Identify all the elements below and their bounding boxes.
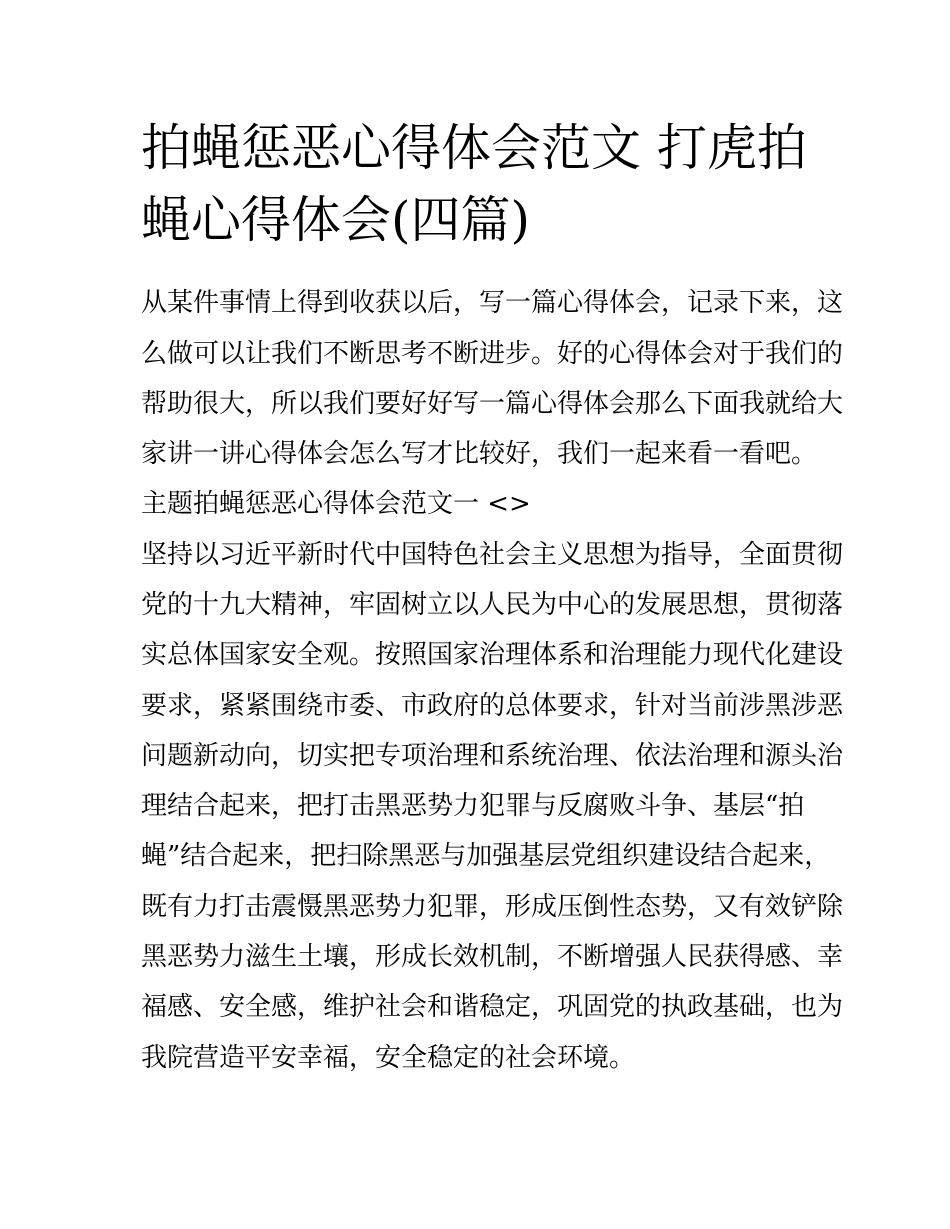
intro-line: 么做可以让我们不断思考不断进步。好的心得体会对于我们的 xyxy=(141,339,844,369)
paragraph-line: 实总体国家安全观。按照国家治理体系和治理能力现代化建设 xyxy=(141,640,844,670)
intro-line: 家讲一讲心得体会怎么写才比较好，我们一起来看一看吧。 xyxy=(141,439,818,469)
paragraph-line: 蝇”结合起来，把扫除黑恶与加强基层党组织建设结合起来， xyxy=(141,841,831,871)
paragraph-line: 既有力打击震慑黑恶势力犯罪，形成压倒性态势，又有效铲除 xyxy=(141,892,844,922)
paragraph-line: 黑恶势力滋生土壤，形成长效机制，不断增强人民获得感、幸 xyxy=(141,942,844,972)
intro-line: 帮助很大，所以我们要好好写一篇心得体会那么下面我就给大 xyxy=(141,389,844,419)
title-line: 蝇心得体会(四篇) xyxy=(141,191,531,249)
paragraph-line: 问题新动向，切实把专项治理和系统治理、依法治理和源头治 xyxy=(141,741,844,771)
section-heading: 主题拍蝇惩恶心得体会范文一 <> xyxy=(141,489,531,519)
paragraph-line: 党的十九大精神，牢固树立以人民为中心的发展思想，贯彻落 xyxy=(141,590,844,620)
paragraph-line: 理结合起来，把打击黑恶势力犯罪与反腐败斗争、基层“拍 xyxy=(141,791,805,821)
title-line: 拍蝇惩恶心得体会范文 打虎拍 xyxy=(141,119,807,177)
paragraph-line: 要求，紧紧围绕市委、市政府的总体要求，针对当前涉黑涉恶 xyxy=(141,691,844,721)
paragraph-line: 我院营造平安幸福，安全稳定的社会环境。 xyxy=(141,1043,636,1073)
intro-line: 从某件事情上得到收获以后，写一篇心得体会，记录下来，这 xyxy=(141,288,844,318)
paragraph-line: 福感、安全感，维护社会和谐稳定，巩固党的执政基础，也为 xyxy=(141,992,844,1022)
paragraph-line: 坚持以习近平新时代中国特色社会主义思想为指导，全面贯彻 xyxy=(141,540,844,570)
document-title xyxy=(141,112,821,256)
